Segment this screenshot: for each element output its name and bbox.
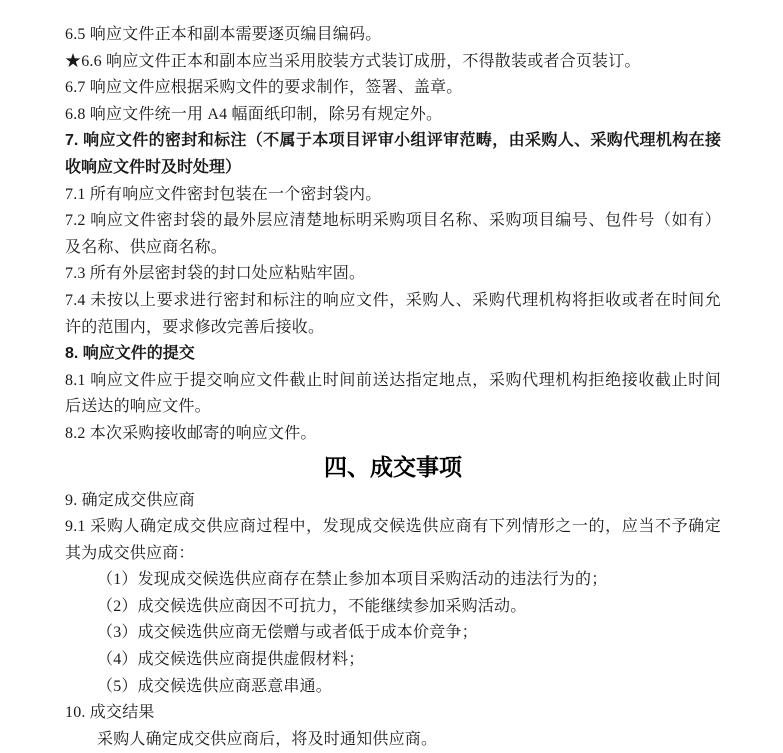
section-8-heading: 8. 响应文件的提交 bbox=[65, 345, 195, 363]
clause-9-1: 9.1 采购人确定成交供应商过程中，发现成交候选供应商有下列情形之一的，应当不予确定其为成交供应商： bbox=[65, 518, 721, 562]
clause-7-4: 7.4 未按以上要求进行密封和标注的响应文件，采购人、采购代理机构将拒收或者在时间允许的范围内，要求修改完善后接收。 bbox=[65, 291, 721, 336]
clause-10-body: 采购人确定成交供应商后，将及时通知供应商。 bbox=[97, 730, 438, 748]
clause-7-1: 7.1 所有响应文件密封包装在一个密封袋内。 bbox=[65, 185, 382, 203]
section-7-heading: 7. 响应文件的密封和标注（不属于本项目评审小组评审范畴，由采购人、采购代理机构在接收响应文件时及时处理） bbox=[65, 132, 721, 176]
clause-8-2: 8.2 本次采购接收邮寄的响应文件。 bbox=[65, 424, 317, 442]
section-9-heading: 9. 确定成交供应商 bbox=[65, 491, 196, 509]
clause-6-5: 6.5 响应文件正本和副本需要逐页编目编码。 bbox=[65, 26, 382, 43]
list-item-5: （5）成交候选供应商恶意串通。 bbox=[97, 677, 333, 695]
clause-8-1: 8.1 响应文件应于提交响应文件截止时间前送达指定地点，采购代理机构拒绝接收截止时间后送达的响应文件。 bbox=[65, 371, 721, 416]
section-10-heading: 10. 成交结果 bbox=[65, 704, 155, 722]
clause-6-7: 6.7 响应文件应根据采购文件的要求制作，签署、盖章。 bbox=[65, 79, 463, 97]
clause-6-8: 6.8 响应文件统一用 A4 幅面纸印制，除另有规定外。 bbox=[65, 105, 443, 123]
list-item-4: （4）成交候选供应商提供虚假材料； bbox=[97, 651, 365, 669]
list-item-2: （2）成交候选供应商因不可抗力，不能继续参加采购活动。 bbox=[97, 597, 527, 615]
clause-7-3: 7.3 所有外层密封袋的封口处应粘贴牢固。 bbox=[65, 265, 366, 283]
list-item-3: （3）成交候选供应商无偿赠与或者低于成本价竞争； bbox=[97, 624, 478, 642]
list-item-1: （1）发现成交候选供应商存在禁止参加本项目采购活动的违法行为的； bbox=[97, 571, 608, 589]
chapter-4-title: 四、成交事项 bbox=[324, 453, 462, 480]
clause-6-6-starred: ★6.6 响应文件正本和副本应当采用胶装方式装订成册，不得散装或者合页装订。 bbox=[65, 52, 641, 70]
clause-7-2: 7.2 响应文件密封袋的最外层应清楚地标明采购项目名称、采购项目编号、包件号（如有）及名称、供应商名称。 bbox=[65, 212, 721, 256]
